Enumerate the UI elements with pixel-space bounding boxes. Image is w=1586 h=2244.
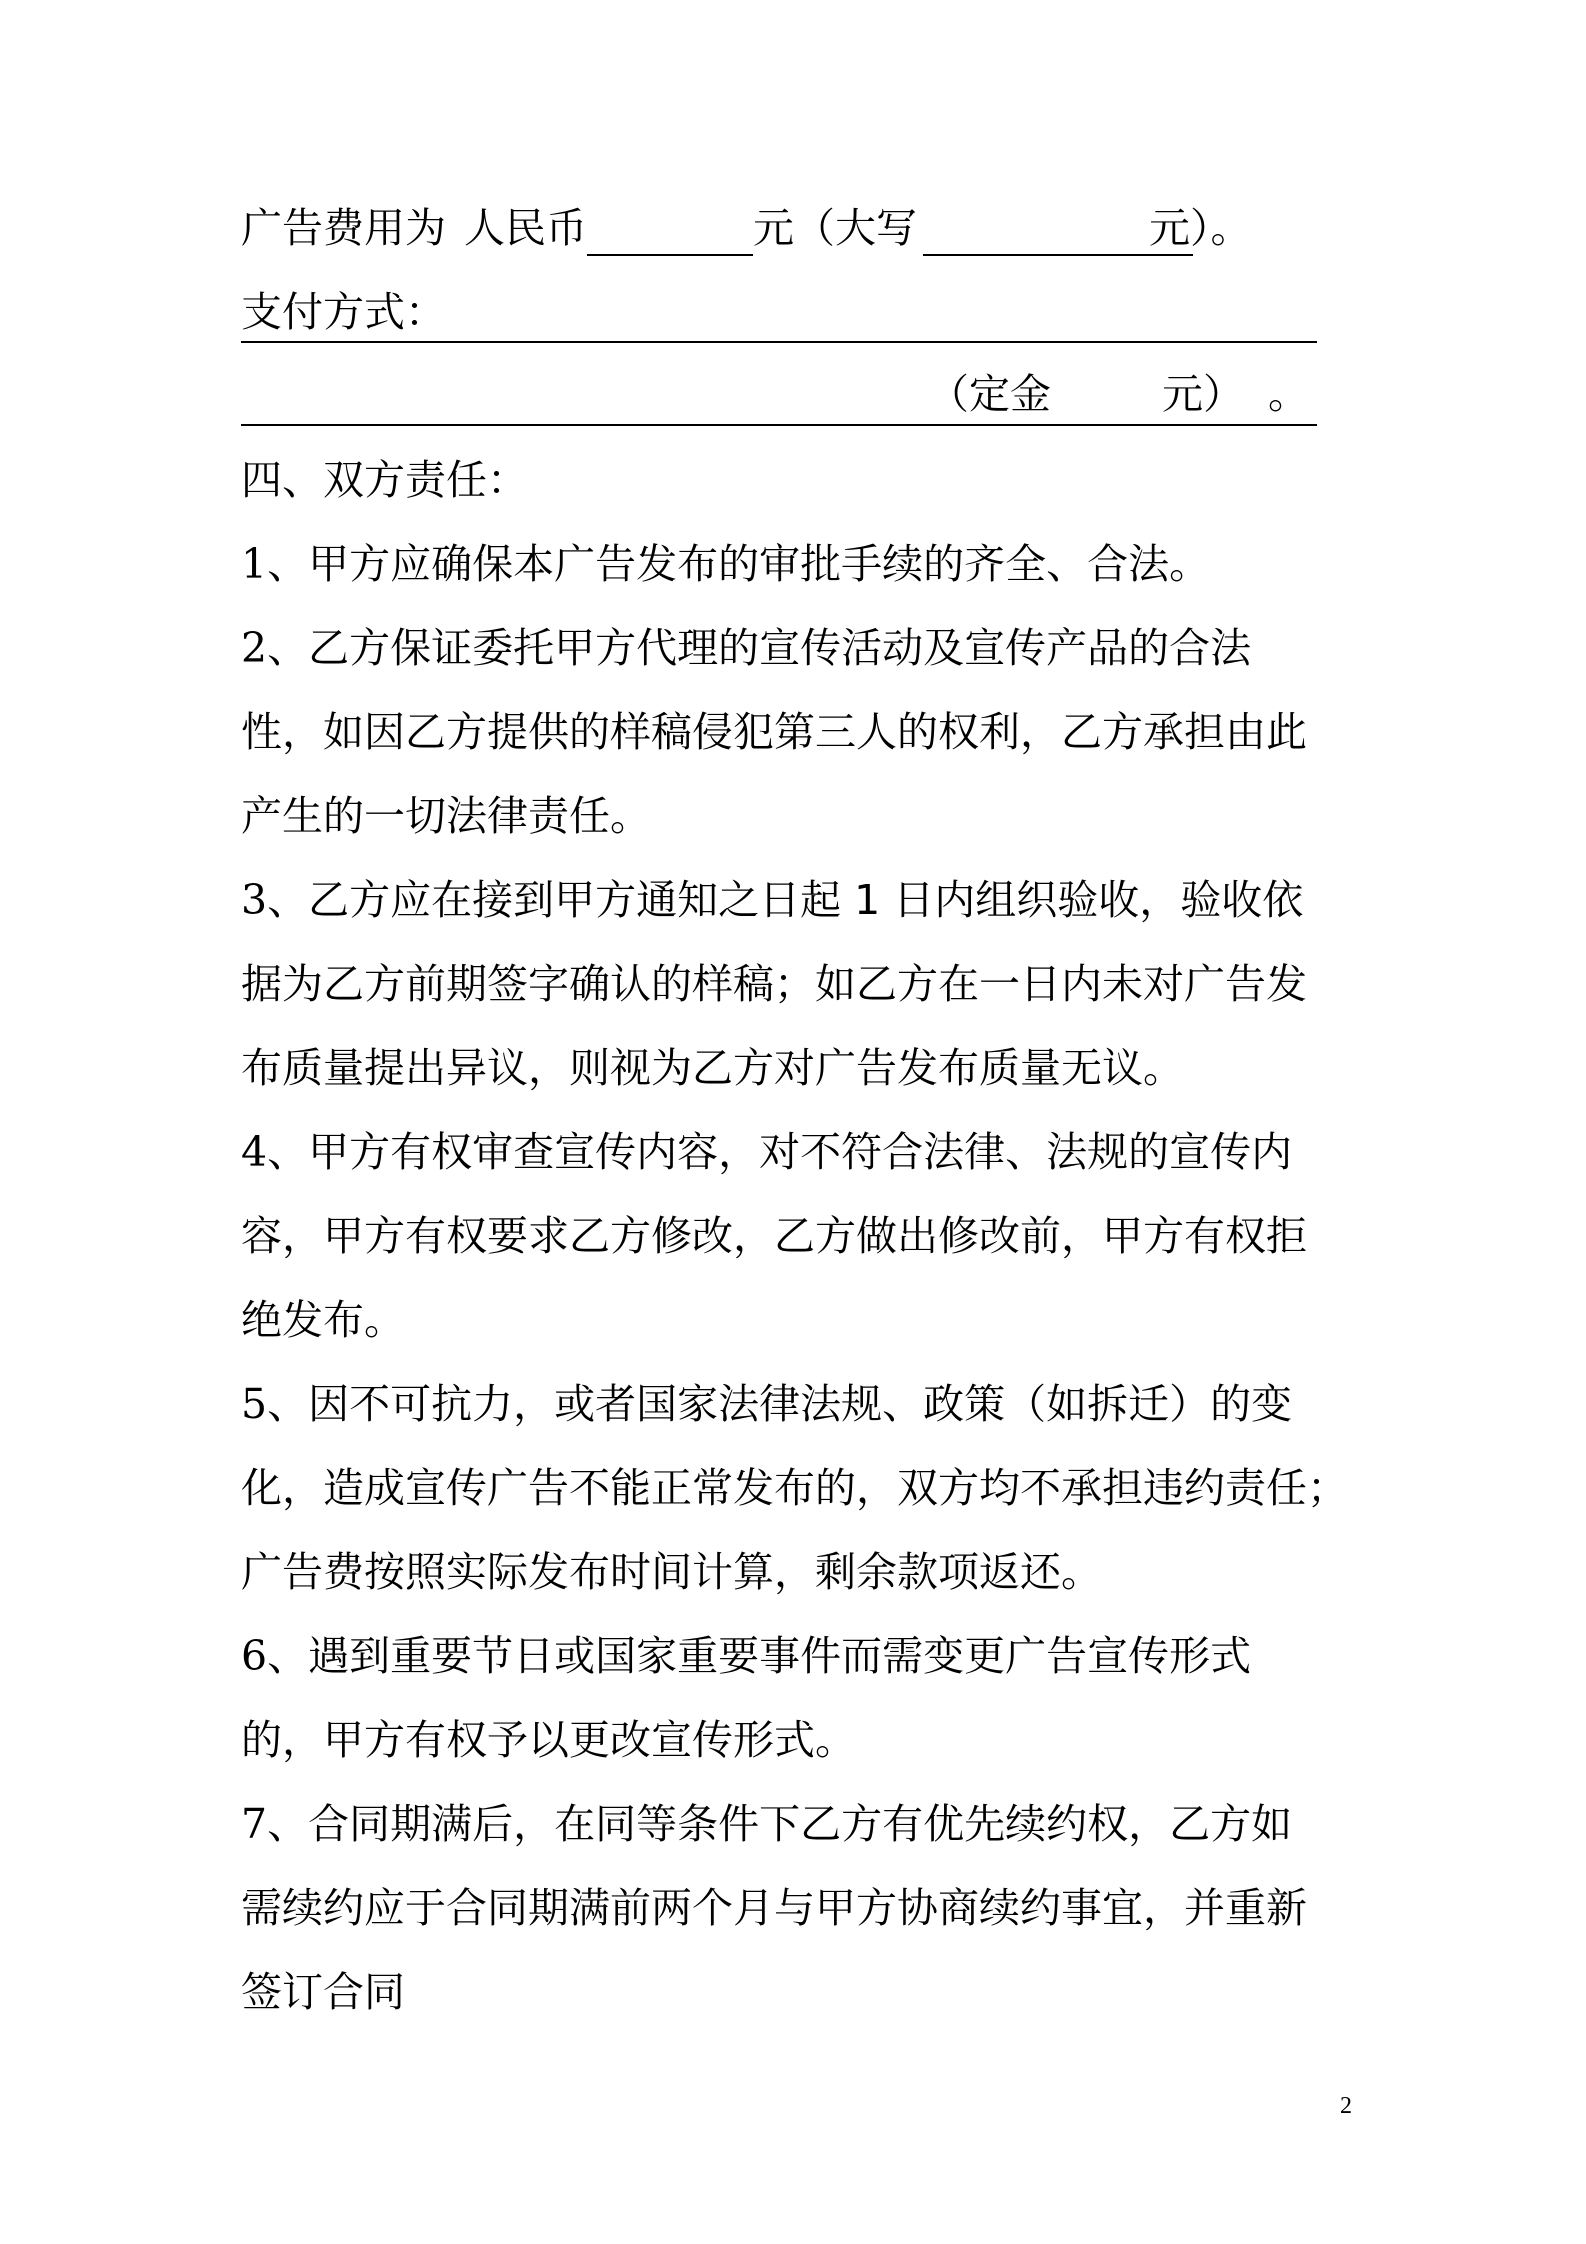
list-item-text: 产生的一切法律责任。: [241, 792, 651, 840]
currency-label: 人民币: [464, 204, 587, 252]
list-item-line: [241, 536, 1210, 592]
list-item-line: [241, 788, 651, 844]
list-item-text: 、乙方保证委托甲方代理的宣传活动及宣传产品的合法: [267, 624, 1252, 672]
list-item-text: 布质量提出异议，则视为乙方对广告发布质量无议。: [241, 1044, 1184, 1092]
list-item-number: 5: [241, 1380, 268, 1428]
list-item-line: [241, 1544, 1102, 1600]
deposit-close: 元）: [1162, 370, 1244, 418]
page-number: 2: [1340, 2093, 1352, 2119]
list-item-text: 、遇到重要节日或国家重要事件而需变更广告宣传形式: [267, 1632, 1252, 1680]
list-item-text: 据为乙方前期签字确认的样稿；如乙方在一日内未对广告发: [241, 960, 1307, 1008]
list-item-line: [241, 956, 1307, 1012]
list-item-text: 的，甲方有权予以更改宣传形式。: [241, 1716, 856, 1764]
uppercase-close: 元）。: [1149, 204, 1252, 252]
list-item-text: 性，如因乙方提供的样稿侵犯第三人的权利，乙方承担由此: [241, 708, 1307, 756]
list-item-text: 、因不可抗力，或者国家法律法规、政策（如拆迁）的变: [267, 1380, 1293, 1428]
list-item-line: [241, 1040, 1184, 1096]
list-item-text: 化，造成宣传广告不能正常发布的，双方均不承担违约责任；: [241, 1464, 1348, 1512]
list-item-text: 、合同期满后，在同等条件下乙方有优先续约权，乙方如: [267, 1800, 1293, 1848]
payment-method-label: 支付方式：: [241, 288, 446, 336]
list-item-line: [241, 1376, 1292, 1432]
uppercase-open: （大写: [794, 204, 917, 252]
amount-blank: [587, 212, 753, 256]
fee-label: 广告费用为: [241, 204, 446, 252]
list-item-number: 3: [241, 876, 268, 924]
list-item-text: 、乙方应在接到甲方通知之日起 1 日内组织验收，验收依: [267, 876, 1304, 924]
list-item-line: [241, 1712, 856, 1768]
list-item-line: [241, 1628, 1251, 1684]
list-item-text: 绝发布。: [241, 1296, 405, 1344]
list-item-line: [241, 620, 1251, 676]
list-item-line: [241, 1796, 1292, 1852]
list-item-text: 、甲方应确保本广告发布的审批手续的齐全、合法。: [267, 540, 1211, 588]
deposit-open: （定金: [928, 370, 1051, 418]
section-heading: 四、双方责任：: [241, 456, 528, 504]
list-item-line: [241, 1292, 405, 1348]
list-item-text: 容，甲方有权要求乙方修改，乙方做出修改前，甲方有权拒: [241, 1212, 1307, 1260]
list-item-line: [241, 1880, 1307, 1936]
list-item-number: 6: [241, 1632, 268, 1680]
fee-line: [241, 200, 1296, 256]
list-item-line: [241, 872, 1303, 928]
list-item-text: 签订合同: [241, 1968, 405, 2016]
deposit-period: 。: [1268, 370, 1309, 418]
payment-method-rule-1: [241, 341, 1317, 343]
list-item-line: [241, 1964, 405, 2020]
list-item-number: 4: [241, 1128, 268, 1176]
payment-method-rule-2: [241, 424, 1317, 426]
list-item-text: 、甲方有权审查宣传内容，对不符合法律、法规的宣传内: [267, 1128, 1293, 1176]
list-item-text: 广告费按照实际发布时间计算，剩余款项返还。: [241, 1548, 1102, 1596]
list-item-line: [241, 1208, 1307, 1264]
yuan-label: 元: [753, 204, 794, 252]
list-item-line: [241, 1124, 1292, 1180]
list-item-line: [241, 1460, 1348, 1516]
list-item-text: 需续约应于合同期满前两个月与甲方协商续约事宜，并重新: [241, 1884, 1307, 1932]
list-item-number: 2: [241, 624, 268, 672]
list-item-number: 1: [241, 540, 268, 588]
list-item-number: 7: [241, 1800, 268, 1848]
list-item-line: [241, 704, 1307, 760]
